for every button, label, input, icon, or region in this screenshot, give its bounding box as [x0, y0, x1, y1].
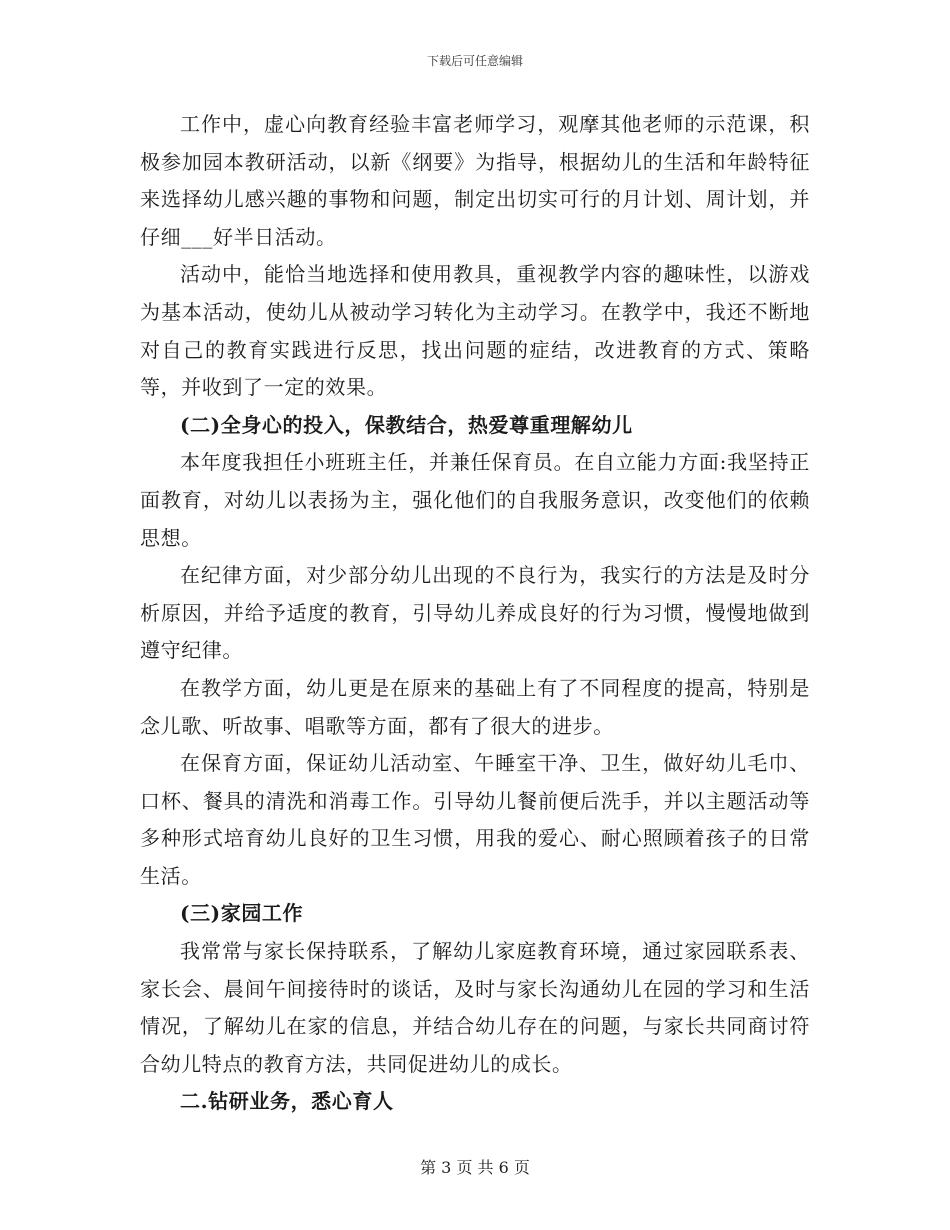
paragraph-class-teacher: 本年度我担任小班班主任，并兼任保育员。在自立能力方面:我坚持正面教育，对幼儿以表扬为主，强化他们的自我服务意识，改变他们的依赖思想。 [140, 450, 810, 550]
paragraph-teaching-progress: 在教学方面，幼儿更是在原来的基础上有了不同程度的提高，特别是念儿歌、听故事、唱歌等方面，都有了很大的进步。 [140, 675, 810, 738]
section-heading-professional-study: 二.钻研业务，悉心育人 [180, 1089, 394, 1114]
paragraph-activities: 活动中，能恰当地选择和使用教具，重视教学内容的趣味性，以游戏为基本活动，使幼儿从被动学习转化为主动学习。在教学中，我还不断地对自己的教育实践进行反思，找出问题的症结，改进教育的方式、策略等，并收到了一定的效果。 [140, 262, 810, 400]
paragraph-discipline: 在纪律方面，对少部分幼儿出现的不良行为，我实行的方法是及时分析原因，并给予适度的教育，引导幼儿养成良好的行为习惯，慢慢地做到遵守纪律。 [140, 563, 810, 663]
paragraph-home-school: 我常常与家长保持联系，了解幼儿家庭教育环境，通过家园联系表、家长会、晨间午间接待时的谈话，及时与家长沟通幼儿在园的学习和生活情况，了解幼儿在家的信息，并结合幼儿存在的问题，与家长共同商讨符合幼儿特点的教育方法，共同促进幼儿的成长。 [140, 939, 810, 1076]
document-body [140, 106, 810, 1121]
page-header-note: 下载后可任意编辑 [426, 54, 523, 68]
section-heading-care-education: (二)全身心的投入，保教结合，热爱尊重理解幼儿 [180, 412, 633, 437]
page-number-footer: 第 3 页 共 6 页 [420, 1158, 530, 1177]
paragraph-teaching-work: 工作中，虚心向教育经验丰富老师学习，观摩其他老师的示范课，积极参加园本教研活动，以新《纲要》为指导，根据幼儿的生活和年龄特征来选择幼儿感兴趣的事物和问题，制定出切实可行的月计划、周计划，并仔细___好半日活动。 [140, 112, 810, 249]
section-heading-home-school: (三)家园工作 [180, 901, 304, 926]
paragraph-care: 在保育方面，保证幼儿活动室、午睡室干净、卫生，做好幼儿毛巾、口杯、餐具的清洗和消毒工作。引导幼儿餐前便后洗手，并以主题活动等多种形式培育幼儿良好的卫生习惯，用我的爱心、耐心照顾着孩子的日常生活。 [140, 751, 810, 888]
